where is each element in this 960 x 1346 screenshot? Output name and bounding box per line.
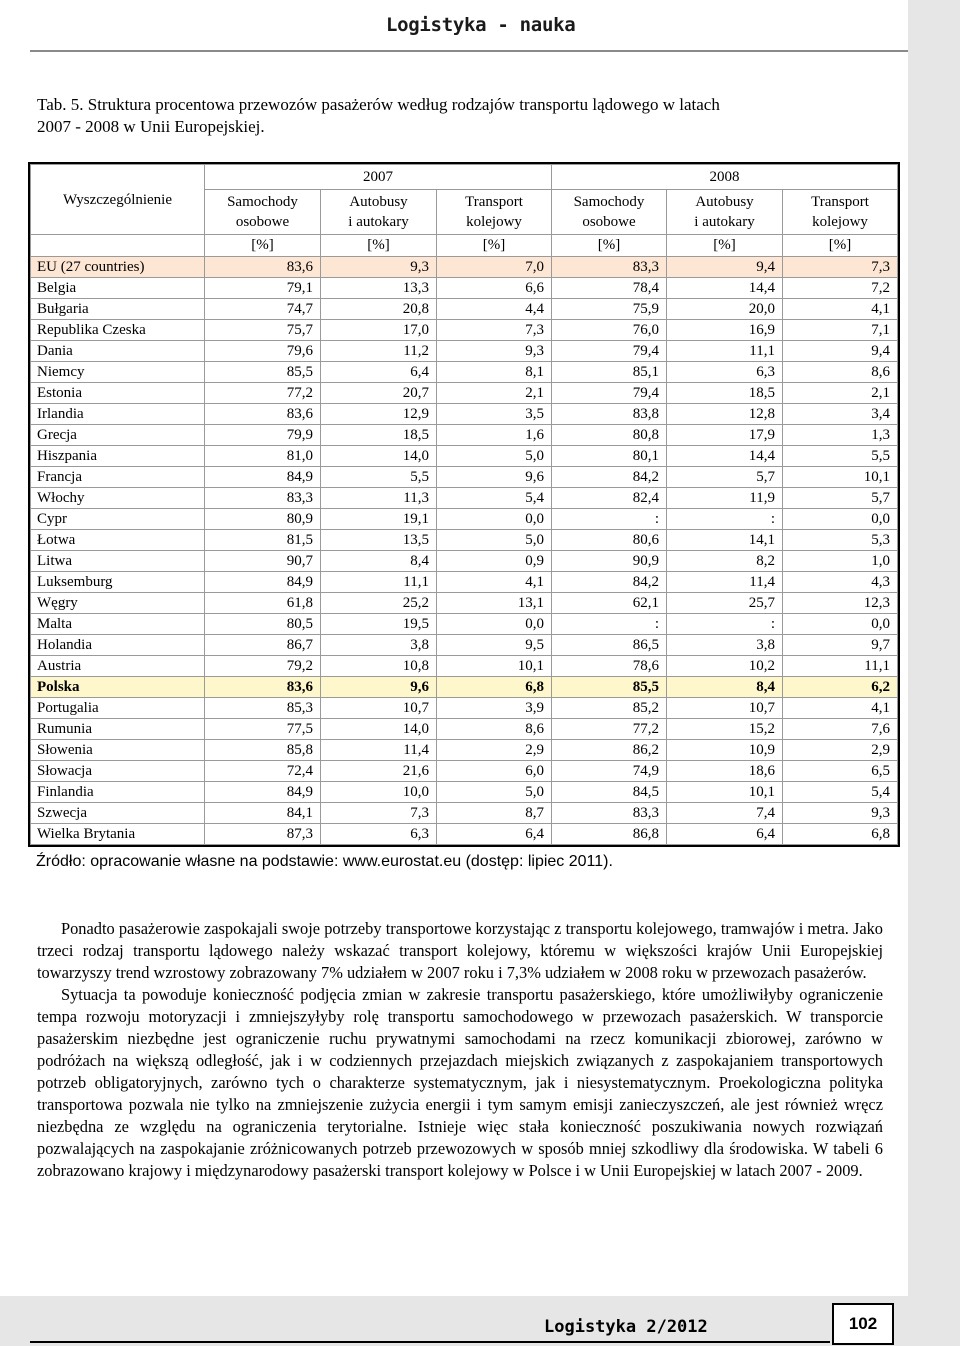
transport-structure-table	[30, 164, 898, 845]
col-header-rail-2007: Transport kolejowy	[437, 190, 552, 235]
value-cell: 11,1	[321, 572, 437, 593]
value-cell: 4,4	[437, 299, 552, 320]
footer-rule	[30, 1341, 830, 1343]
value-cell: 80,9	[205, 509, 321, 530]
value-cell: 6,5	[783, 761, 898, 782]
value-cell: 7,3	[437, 320, 552, 341]
country-name: Bułgaria	[31, 299, 205, 320]
value-cell: 87,3	[205, 824, 321, 845]
value-cell: 2,9	[437, 740, 552, 761]
country-name: Holandia	[31, 635, 205, 656]
value-cell: 4,3	[783, 572, 898, 593]
value-cell: 18,6	[667, 761, 783, 782]
value-cell: 82,4	[552, 488, 667, 509]
value-cell: 19,5	[321, 614, 437, 635]
value-cell: 75,9	[552, 299, 667, 320]
value-cell: 8,2	[667, 551, 783, 572]
value-cell: 16,9	[667, 320, 783, 341]
year-2008: 2008	[552, 165, 898, 190]
value-cell: 7,6	[783, 719, 898, 740]
value-cell: 86,2	[552, 740, 667, 761]
value-cell: 4,1	[437, 572, 552, 593]
value-cell: 6,6	[437, 278, 552, 299]
value-cell: 14,1	[667, 530, 783, 551]
country-name: Republika Czeska	[31, 320, 205, 341]
table-row	[31, 278, 898, 299]
country-name: Rumunia	[31, 719, 205, 740]
value-cell: 77,2	[205, 383, 321, 404]
country-name: Włochy	[31, 488, 205, 509]
country-name: Litwa	[31, 551, 205, 572]
value-cell: 76,0	[552, 320, 667, 341]
value-cell: 85,5	[205, 362, 321, 383]
value-cell: 10,1	[437, 656, 552, 677]
country-name: Belgia	[31, 278, 205, 299]
value-cell: 7,2	[783, 278, 898, 299]
value-cell: 2,1	[783, 383, 898, 404]
value-cell: 84,1	[205, 803, 321, 824]
col-header-buses-2008: Autobusy i autokary	[667, 190, 783, 235]
value-cell: 11,4	[321, 740, 437, 761]
value-cell: 5,5	[783, 446, 898, 467]
country-name: Łotwa	[31, 530, 205, 551]
unit-cell: [%]	[552, 235, 667, 257]
value-cell: 3,8	[321, 635, 437, 656]
value-cell: 84,2	[552, 572, 667, 593]
value-cell: 9,3	[437, 341, 552, 362]
country-name: Francja	[31, 467, 205, 488]
value-cell: 75,7	[205, 320, 321, 341]
value-cell: 17,9	[667, 425, 783, 446]
table-row	[31, 488, 898, 509]
table-row	[31, 614, 898, 635]
value-cell: 85,1	[552, 362, 667, 383]
value-cell: 9,5	[437, 635, 552, 656]
value-cell: 86,7	[205, 635, 321, 656]
table-row	[31, 341, 898, 362]
header-rule	[30, 50, 908, 52]
value-cell: 13,3	[321, 278, 437, 299]
value-cell: 8,4	[321, 551, 437, 572]
paragraph-1: Ponadto pasażerowie zaspokajali swoje potrzeby transportowe korzystając z transportu kolejowego, tramwajów i metra. Jako trzeci rodzaj transportu lądowego należy wskazać transport kolejowy, któremu w większości krajów Unii Europejskiej towarzyszy trend wzrostowy zobrazowany 7% udziałem w 2007 roku i 7,3% udziałem w 2008 roku w przewozach pasażerów.	[37, 919, 883, 982]
country-name: Niemcy	[31, 362, 205, 383]
value-cell: 21,6	[321, 761, 437, 782]
value-cell: 6,8	[783, 824, 898, 845]
value-cell: 5,0	[437, 782, 552, 803]
table-row	[31, 593, 898, 614]
col-header-rail-2008: Transport kolejowy	[783, 190, 898, 235]
year-header-row	[31, 165, 898, 190]
value-cell: 84,2	[552, 467, 667, 488]
value-cell: 9,3	[783, 803, 898, 824]
country-name: Polska	[31, 677, 205, 698]
value-cell: 62,1	[552, 593, 667, 614]
value-cell: 14,0	[321, 719, 437, 740]
country-name: Słowacja	[31, 761, 205, 782]
value-cell: 79,4	[552, 383, 667, 404]
value-cell: 80,1	[552, 446, 667, 467]
value-cell: 83,3	[552, 803, 667, 824]
value-cell: 8,6	[437, 719, 552, 740]
country-name: Luksemburg	[31, 572, 205, 593]
value-cell: 83,6	[205, 677, 321, 698]
table-row	[31, 740, 898, 761]
value-cell: :	[667, 509, 783, 530]
table-row	[31, 446, 898, 467]
value-cell: 5,5	[321, 467, 437, 488]
value-cell: 18,5	[321, 425, 437, 446]
value-cell: 3,5	[437, 404, 552, 425]
value-cell: 80,8	[552, 425, 667, 446]
value-cell: 20,7	[321, 383, 437, 404]
value-cell: 0,0	[783, 614, 898, 635]
value-cell: 6,2	[783, 677, 898, 698]
country-name: Węgry	[31, 593, 205, 614]
table-row	[31, 551, 898, 572]
table-row	[31, 572, 898, 593]
value-cell: 6,3	[667, 362, 783, 383]
value-cell: 84,5	[552, 782, 667, 803]
value-cell: 83,6	[205, 257, 321, 278]
value-cell: 10,7	[321, 698, 437, 719]
country-name: Portugalia	[31, 698, 205, 719]
value-cell: 79,6	[205, 341, 321, 362]
value-cell: 6,4	[321, 362, 437, 383]
value-cell: 10,1	[783, 467, 898, 488]
unit-cell: [%]	[667, 235, 783, 257]
value-cell: 78,4	[552, 278, 667, 299]
value-cell: 3,4	[783, 404, 898, 425]
value-cell: 79,2	[205, 656, 321, 677]
country-name: EU (27 countries)	[31, 257, 205, 278]
value-cell: 17,0	[321, 320, 437, 341]
value-cell: 0,0	[437, 614, 552, 635]
table-row	[31, 719, 898, 740]
table-source-note: Źródło: opracowanie własne na podstawie: www.eurostat.eu (dostęp: lipiec 2011).	[36, 853, 613, 870]
unit-cell: [%]	[321, 235, 437, 257]
table-row	[31, 467, 898, 488]
page-number: 102	[832, 1303, 894, 1345]
value-cell: :	[552, 614, 667, 635]
table-row	[31, 803, 898, 824]
paragraph-2: Sytuacja ta powoduje konieczność podjęcia zmian w zakresie transportu pasażerskiego, które umożliwiłyby ograniczenie tempa rozwoju motoryzacji i zmniejszyłyby rolę transportu samochodowego w przewozach pasażerskich. W transporcie pasażerskim niezbędne jest ograniczenie ruchu prywatnymi samochodami na rzecz komunikacji zbiorowej, zarówno w podróżach na większą odległość, jak i w codziennych przejazdach miejskich związanych z zaspokajaniem transportowych potrzeb obligatoryjnych, zarówno tych o charakterze systematycznym, jak i niesystematycznym. Proekologiczna polityka transportowa pozwala nie tylko na zmniejszenie zużycia energii i tym samym emisji zanieczyszczeń, ale jest również wręcz niezbędna ze względu na ograniczenia terytorialne. Istnieje więc stała konieczność poszukiwania nowych rozwiązań pozwalających na zaspokajanie zróżnicowanych potrzeb przewozowych w sposób mniej szkodliwy dla środowiska. W tabeli 6 zobrazowano krajowy i międzynarodowy pasażerski transport kolejowy w Polsce i w Unii Europejskiej w latach 2007 - 2009.	[37, 985, 883, 1180]
value-cell: 11,3	[321, 488, 437, 509]
value-cell: 80,6	[552, 530, 667, 551]
country-name: Irlandia	[31, 404, 205, 425]
value-cell: 80,5	[205, 614, 321, 635]
table-row	[31, 782, 898, 803]
value-cell: 20,0	[667, 299, 783, 320]
table-row	[31, 824, 898, 845]
value-cell: 15,2	[667, 719, 783, 740]
value-cell: 79,4	[552, 341, 667, 362]
value-cell: 11,2	[321, 341, 437, 362]
value-cell: 5,7	[783, 488, 898, 509]
value-cell: 3,8	[667, 635, 783, 656]
value-cell: 7,3	[783, 257, 898, 278]
value-cell: 79,1	[205, 278, 321, 299]
value-cell: 90,9	[552, 551, 667, 572]
table-row	[31, 362, 898, 383]
country-name: Finlandia	[31, 782, 205, 803]
table-row	[31, 698, 898, 719]
country-name: Cypr	[31, 509, 205, 530]
col-header-cars-2008: Samochody osobowe	[552, 190, 667, 235]
country-name: Grecja	[31, 425, 205, 446]
value-cell: 6,3	[321, 824, 437, 845]
value-cell: 14,4	[667, 446, 783, 467]
value-cell: 0,0	[783, 509, 898, 530]
value-cell: 2,1	[437, 383, 552, 404]
value-cell: 9,3	[321, 257, 437, 278]
value-cell: 10,1	[667, 782, 783, 803]
value-cell: 9,6	[321, 677, 437, 698]
value-cell: 1,0	[783, 551, 898, 572]
value-cell: 13,1	[437, 593, 552, 614]
value-cell: 81,5	[205, 530, 321, 551]
value-cell: 11,1	[667, 341, 783, 362]
page-shadow-right	[908, 0, 960, 1346]
table-row	[31, 404, 898, 425]
value-cell: 79,9	[205, 425, 321, 446]
value-cell: 3,9	[437, 698, 552, 719]
country-name: Dania	[31, 341, 205, 362]
value-cell: 86,8	[552, 824, 667, 845]
units-empty	[31, 235, 205, 257]
value-cell: 8,7	[437, 803, 552, 824]
value-cell: 10,9	[667, 740, 783, 761]
caption-line-2: 2007 - 2008 w Unii Europejskiej.	[37, 117, 265, 136]
table-row	[31, 677, 898, 698]
value-cell: 78,6	[552, 656, 667, 677]
value-cell: 74,7	[205, 299, 321, 320]
value-cell: 11,4	[667, 572, 783, 593]
value-cell: 85,2	[552, 698, 667, 719]
value-cell: 86,5	[552, 635, 667, 656]
value-cell: 4,1	[783, 698, 898, 719]
value-cell: 83,6	[205, 404, 321, 425]
value-cell: 14,4	[667, 278, 783, 299]
value-cell: :	[667, 614, 783, 635]
running-header: Logistyka - nauka	[386, 14, 576, 36]
value-cell: 0,9	[437, 551, 552, 572]
value-cell: 10,2	[667, 656, 783, 677]
value-cell: 84,9	[205, 572, 321, 593]
value-cell: 84,9	[205, 467, 321, 488]
value-cell: 90,7	[205, 551, 321, 572]
value-cell: 81,0	[205, 446, 321, 467]
page-shadow-bottom	[0, 1296, 960, 1346]
value-cell: 1,6	[437, 425, 552, 446]
table-caption	[37, 94, 883, 138]
value-cell: 7,0	[437, 257, 552, 278]
value-cell: 20,8	[321, 299, 437, 320]
value-cell: 5,3	[783, 530, 898, 551]
value-cell: 85,5	[552, 677, 667, 698]
value-cell: 85,8	[205, 740, 321, 761]
country-name: Estonia	[31, 383, 205, 404]
value-cell: 77,5	[205, 719, 321, 740]
value-cell: 7,4	[667, 803, 783, 824]
country-name: Słowenia	[31, 740, 205, 761]
unit-cell: [%]	[783, 235, 898, 257]
value-cell: 5,0	[437, 446, 552, 467]
value-cell: 85,3	[205, 698, 321, 719]
value-cell: 5,7	[667, 467, 783, 488]
caption-line-1: Tab. 5. Struktura procentowa przewozów pasażerów według rodzajów transportu lądowego w latach	[37, 95, 720, 114]
country-name: Malta	[31, 614, 205, 635]
value-cell: 9,7	[783, 635, 898, 656]
col-header-cars-2007: Samochody osobowe	[205, 190, 321, 235]
table-row	[31, 509, 898, 530]
table-row	[31, 257, 898, 278]
value-cell: 5,4	[437, 488, 552, 509]
value-cell: 6,4	[437, 824, 552, 845]
value-cell: 14,0	[321, 446, 437, 467]
value-cell: 6,8	[437, 677, 552, 698]
country-name: Wielka Brytania	[31, 824, 205, 845]
value-cell: 6,4	[667, 824, 783, 845]
value-cell: 12,3	[783, 593, 898, 614]
value-cell: 10,8	[321, 656, 437, 677]
units-row	[31, 235, 898, 257]
value-cell: 8,4	[667, 677, 783, 698]
row-header-label: Wyszczególnienie	[31, 165, 205, 235]
value-cell: 9,4	[783, 341, 898, 362]
value-cell: 11,9	[667, 488, 783, 509]
year-2007: 2007	[205, 165, 552, 190]
value-cell: 25,7	[667, 593, 783, 614]
value-cell: 12,9	[321, 404, 437, 425]
value-cell: 18,5	[667, 383, 783, 404]
value-cell: 84,9	[205, 782, 321, 803]
table-row	[31, 656, 898, 677]
country-name: Hiszpania	[31, 446, 205, 467]
table-row	[31, 320, 898, 341]
footer-journal-title: Logistyka 2/2012	[544, 1317, 708, 1337]
value-cell: 83,3	[205, 488, 321, 509]
value-cell: 12,8	[667, 404, 783, 425]
col-header-buses-2007: Autobusy i autokary	[321, 190, 437, 235]
country-name: Austria	[31, 656, 205, 677]
value-cell: 7,1	[783, 320, 898, 341]
value-cell: 13,5	[321, 530, 437, 551]
value-cell: 5,4	[783, 782, 898, 803]
value-cell: 5,0	[437, 530, 552, 551]
value-cell: 19,1	[321, 509, 437, 530]
table-row	[31, 635, 898, 656]
value-cell: 72,4	[205, 761, 321, 782]
value-cell: 83,3	[552, 257, 667, 278]
value-cell: 4,1	[783, 299, 898, 320]
value-cell: 77,2	[552, 719, 667, 740]
value-cell: 1,3	[783, 425, 898, 446]
table-row	[31, 425, 898, 446]
table-row	[31, 530, 898, 551]
table-row	[31, 761, 898, 782]
unit-cell: [%]	[437, 235, 552, 257]
value-cell: 10,0	[321, 782, 437, 803]
table-row	[31, 383, 898, 404]
value-cell: 83,8	[552, 404, 667, 425]
value-cell: 61,8	[205, 593, 321, 614]
value-cell: 9,4	[667, 257, 783, 278]
country-name: Szwecja	[31, 803, 205, 824]
value-cell: 0,0	[437, 509, 552, 530]
unit-cell: [%]	[205, 235, 321, 257]
value-cell: :	[552, 509, 667, 530]
value-cell: 8,6	[783, 362, 898, 383]
value-cell: 7,3	[321, 803, 437, 824]
value-cell: 10,7	[667, 698, 783, 719]
value-cell: 25,2	[321, 593, 437, 614]
value-cell: 74,9	[552, 761, 667, 782]
value-cell: 6,0	[437, 761, 552, 782]
value-cell: 8,1	[437, 362, 552, 383]
body-text	[37, 918, 883, 1182]
value-cell: 9,6	[437, 467, 552, 488]
value-cell: 2,9	[783, 740, 898, 761]
value-cell: 11,1	[783, 656, 898, 677]
table-row	[31, 299, 898, 320]
